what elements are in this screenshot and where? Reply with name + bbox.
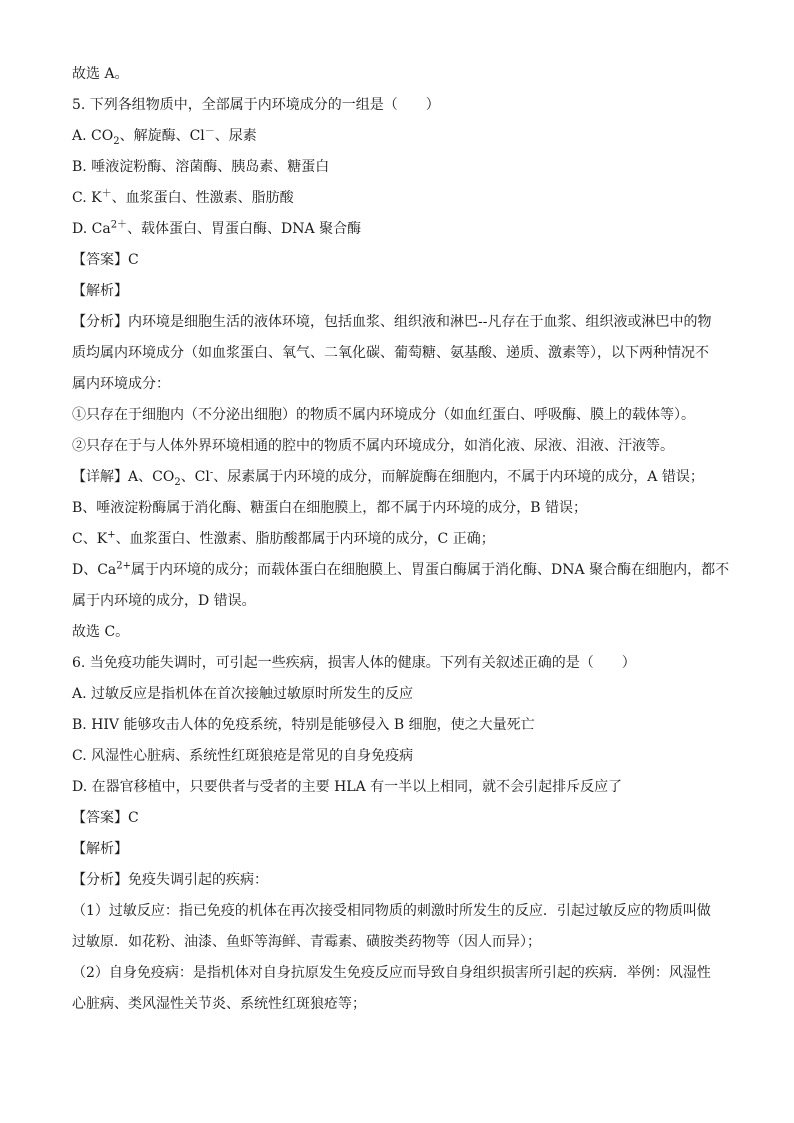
option-c-text: 、血浆蛋白、性激素、脂肪酸: [111, 190, 294, 206]
analysis-text: 属内环境成分：: [72, 376, 170, 392]
superscript: -: [209, 467, 214, 479]
superscript: 2+: [116, 560, 132, 572]
subscript: 2: [113, 135, 120, 147]
analysis-text: 过敏原．如花粉、油漆、鱼虾等海鲜、青霉素、磺胺类药物等（因人而异）；: [72, 934, 541, 950]
superscript: －: [204, 126, 215, 138]
detail-text: C、K: [72, 531, 108, 547]
option-c: [72, 188, 734, 208]
detail-text: 、尿素属于内环境的成分，而解旋酶在细胞内，不属于内环境的成分，A 错误；: [213, 469, 704, 485]
option-b: B. HIV 能够攻击人体的免疫系统，特别是能够侵入 B 细胞，使之大量死亡: [72, 717, 535, 733]
detail-c: [72, 529, 734, 549]
analysis-label: 【解析】: [72, 841, 128, 857]
analysis-label: 【解析】: [72, 283, 128, 299]
option-a: A. 过敏反应是指机体在首次接触过敏原时所发生的反应: [72, 686, 414, 702]
superscript: ＋: [101, 188, 112, 200]
analysis-point-2: ②只存在于与人体外界环境相通的腔中的物质不属内环境成分，如消化液、尿液、泪液、汗液等。: [72, 438, 674, 454]
option-d: D. 在器官移植中，只要供者与受者的主要 HLA 有一半以上相同，就不会引起排斥反应了: [72, 779, 623, 795]
question-5-stem: 5. 下列各组物质中，全部属于内环境成分的一组是（ ）: [72, 97, 440, 113]
detail-b: B、唾液淀粉酶属于消化酶、糖蛋白在细胞膜上，都不属于内环境的成分，B 错误；: [72, 500, 588, 516]
option-a: [72, 126, 734, 146]
option-d: [72, 219, 734, 239]
analysis-point-1: ①只存在于细胞内（不分泌出细胞）的物质不属内环境成分（如血红蛋白、呼吸酶、膜上的载体等）。: [72, 407, 695, 423]
detail-a: [72, 467, 734, 487]
analysis-text: 质均属内环境成分（如血浆蛋白、氧气、二氧化碳、葡萄糖、氨基酸、递质、激素等），以下两种情况不: [72, 345, 709, 361]
subscript: 2: [174, 476, 181, 488]
option-a-text: A. CO: [72, 128, 114, 144]
detail-text: 【详解】A、CO: [72, 469, 175, 485]
option-d-text: 、载体蛋白、胃蛋白酶、DNA 聚合酶: [127, 221, 362, 237]
option-a-text: 、尿素: [214, 128, 257, 144]
detail-text: 、血浆蛋白、性激素、脂肪酸都属于内环境的成分，C 正确；: [115, 531, 495, 547]
option-b: B. 唾液淀粉酶、溶菌酶、胰岛素、糖蛋白: [72, 159, 330, 175]
detail-d-cont: 属于内环境的成分，D 错误。: [72, 593, 256, 609]
superscript: +: [107, 529, 116, 541]
superscript: 2＋: [110, 219, 128, 231]
option-d-text: D. Ca: [72, 221, 111, 237]
analysis-text: （1）过敏反应：指已免疫的机体在再次接受相同物质的刺激时所发生的反应．引起过敏反应的物质叫做: [72, 903, 711, 919]
analysis-text: （2）自身免疫病：是指机体对自身抗原发生免疫反应而导致自身组织损害所引起的疾病．举例：风湿性: [72, 965, 711, 981]
detail-d: [72, 560, 734, 580]
text-line: 故选 A。: [72, 66, 129, 82]
option-c: C. 风湿性心脏病、系统性红斑狼疮是常见的自身免疫病: [72, 748, 414, 764]
detail-text: 属于内环境的成分；而载体蛋白在细胞膜上、胃蛋白酶属于消化酶、DNA 聚合酶在细胞内，都不: [131, 562, 730, 578]
analysis-text: 【分析】免疫失调引起的疾病：: [72, 872, 268, 888]
option-c-text: C. K: [72, 190, 102, 206]
option-a-text: 、解旋酶、Cl: [119, 128, 205, 144]
detail-text: D、Ca: [72, 562, 117, 578]
detail-text: 、Cl: [180, 469, 210, 485]
analysis-text: 心脏病、类风湿性关节炎、系统性红斑狼疮等；: [72, 996, 366, 1012]
conclusion: 故选 C。: [72, 624, 130, 640]
answer-label: 【答案】C: [72, 810, 139, 826]
question-6-stem: 6. 当免疫功能失调时，可引起一些疾病，损害人体的健康。下列有关叙述正确的是（ ）: [72, 655, 636, 671]
answer-label: 【答案】C: [72, 252, 139, 268]
analysis-text: 【分析】内环境是细胞生活的液体环境，包括血浆、组织液和淋巴--凡存在于血浆、组织液或淋巴中的物: [72, 314, 712, 330]
